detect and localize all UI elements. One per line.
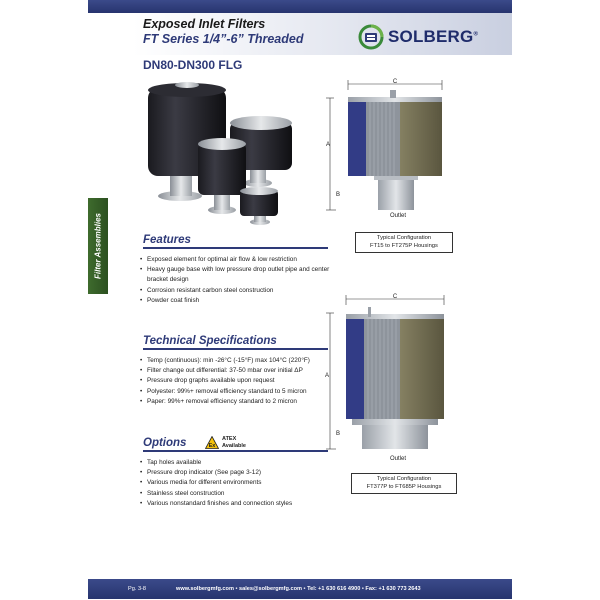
side-tab-label: Filter Assemblies [93, 213, 103, 279]
features-heading: Features [143, 234, 328, 249]
top-bar [88, 0, 512, 13]
email-link[interactable]: sales@solbergmfg.com [239, 586, 302, 592]
page-number: Pg. 3-8 [128, 586, 147, 592]
list-item: • Stainless steel construction [139, 489, 334, 499]
fax-number: Fax: +1 630 773 2643 [365, 586, 421, 592]
list-item: • Heavy gauge base with low pressure drop outlet pipe and center bracket design [139, 265, 334, 285]
caption-small-housings [355, 232, 453, 253]
options-list [139, 458, 334, 509]
footer-contact [176, 586, 421, 592]
list-item: • Powder coat finish [139, 296, 334, 306]
list-item: • Temp (continuous): min -26°C (-15°F) max 104°C (220°F) [139, 356, 334, 366]
outlet-label: Outlet [390, 456, 407, 462]
list-item: • Polyester: 99%+ removal efficiency standard to 5 micron [139, 387, 334, 397]
dim-a-label: A [325, 373, 330, 379]
list-item: • Pressure drop indicator (See page 3-12) [139, 468, 334, 478]
website-link[interactable]: www.solbergmfg.com [176, 586, 234, 592]
dim-b-label: B [336, 431, 341, 437]
list-item: • Corrosion resistant carbon steel construction [139, 286, 334, 296]
list-item: • Paper: 99%+ removal efficiency standard to 2 micron [139, 397, 334, 407]
dim-b-label: B [336, 192, 341, 198]
atex-label: ATEX [222, 436, 237, 442]
footer-bar [88, 579, 512, 599]
solberg-emblem-icon [358, 24, 384, 50]
dimension-drawing-large [322, 291, 462, 456]
caption-line: FT377P to FT685P Housings [366, 483, 442, 490]
list-item: • Various nonstandard finishes and connection styles [139, 499, 334, 509]
caption-line: Typical Configuration [376, 476, 432, 482]
list-item: • Exposed element for optimal air flow & low restriction [139, 255, 334, 265]
tech-specs-list [139, 356, 334, 407]
tech-specs-heading: Technical Specifications [143, 335, 328, 350]
separator: • [303, 586, 306, 592]
solberg-logo [358, 24, 478, 50]
separator: • [361, 586, 364, 592]
caption-large-housings [351, 473, 457, 494]
dimension-drawing-small [322, 78, 462, 228]
brand-name: SOLBERG® [388, 27, 479, 46]
features-list [139, 255, 334, 306]
separator: • [235, 586, 238, 592]
page-subtitle: FT Series 1/4”-6” Threaded [143, 32, 304, 46]
svg-text:Ex: Ex [208, 443, 216, 449]
list-item: • Tap holes available [139, 458, 334, 468]
caption-line: FT15 to FT275P Housings [370, 242, 438, 249]
side-tab [88, 198, 108, 294]
dim-c-label: C [392, 79, 398, 85]
phone-number: Tel: +1 630 616 4900 [307, 586, 361, 592]
atex-badge [205, 436, 246, 449]
dim-c-label: C [392, 294, 398, 300]
atex-ex-icon [205, 436, 219, 449]
caption-line: Typical Configuration [376, 235, 432, 241]
page-title: Exposed Inlet Filters [143, 17, 266, 31]
list-item: • Various media for different environments [139, 478, 334, 488]
list-item: • Pressure drop graphs available upon request [139, 376, 334, 386]
list-item: • Filter change out differential: 37-50 mbar over initial ΔP [139, 366, 334, 376]
outlet-label: Outlet [390, 213, 407, 219]
atex-available-label: Available [222, 442, 246, 449]
size-range-heading: DN80-DN300 FLG [143, 58, 243, 72]
product-photo [140, 78, 300, 228]
options-heading: Options [143, 437, 328, 452]
dim-a-label: A [326, 142, 331, 148]
